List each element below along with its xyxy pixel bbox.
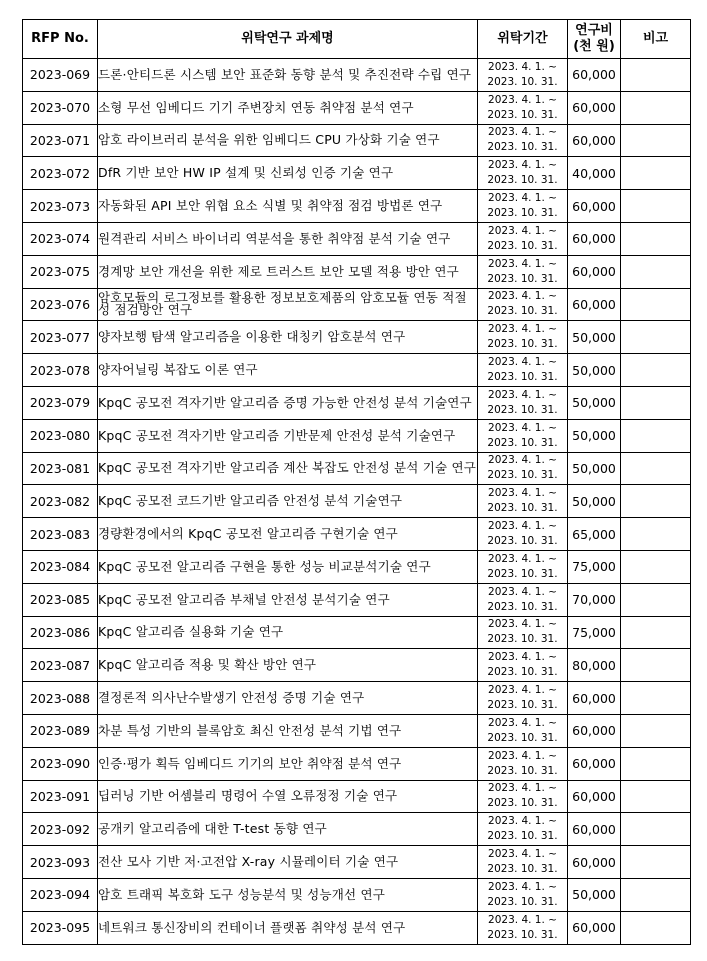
rfp-number: 2023-071 <box>23 124 98 157</box>
note-cell <box>621 747 691 780</box>
period-start: 2023. 4. 1. ~ <box>488 848 557 861</box>
note-cell <box>621 714 691 747</box>
period-start: 2023. 4. 1. ~ <box>488 224 557 237</box>
rfp-number: 2023-092 <box>23 813 98 846</box>
period-end: 2023. 10. 31. <box>487 141 558 154</box>
table-row <box>23 452 691 485</box>
contract-period <box>478 550 568 583</box>
contract-period <box>478 386 568 419</box>
project-title: DfR 기반 보안 HW IP 설계 및 신뢰성 인증 기술 연구 <box>98 157 478 190</box>
period-end: 2023. 10. 31. <box>487 338 558 351</box>
project-title: 암호 라이브러리 분석을 위한 임베디드 CPU 가상화 기술 연구 <box>98 124 478 157</box>
project-title: KpqC 공모전 알고리즘 구현을 통한 성능 비교분석기술 연구 <box>98 550 478 583</box>
period-start: 2023. 4. 1. ~ <box>488 749 557 762</box>
contract-period <box>478 649 568 682</box>
table-row <box>23 911 691 944</box>
note-cell <box>621 550 691 583</box>
table-row <box>23 59 691 92</box>
period-start: 2023. 4. 1. ~ <box>488 880 557 893</box>
table-row <box>23 518 691 551</box>
note-cell <box>621 190 691 223</box>
note-cell <box>621 59 691 92</box>
header-cost-line2: (천 원) <box>573 39 615 54</box>
note-cell <box>621 222 691 255</box>
contract-period <box>478 419 568 452</box>
period-end: 2023. 10. 31. <box>487 928 558 941</box>
table-row <box>23 846 691 879</box>
period-end: 2023. 10. 31. <box>487 239 558 252</box>
period-end: 2023. 10. 31. <box>487 666 558 679</box>
period-end: 2023. 10. 31. <box>487 272 558 285</box>
rfp-number: 2023-086 <box>23 616 98 649</box>
note-cell <box>621 649 691 682</box>
rfp-number: 2023-074 <box>23 222 98 255</box>
period-end: 2023. 10. 31. <box>487 436 558 449</box>
contract-period <box>478 354 568 387</box>
research-cost: 60,000 <box>568 59 621 92</box>
project-title: KpqC 알고리즘 적용 및 확산 방안 연구 <box>98 649 478 682</box>
period-start: 2023. 4. 1. ~ <box>488 651 557 664</box>
period-end: 2023. 10. 31. <box>487 108 558 121</box>
period-end: 2023. 10. 31. <box>487 305 558 318</box>
note-cell <box>621 419 691 452</box>
rfp-number: 2023-084 <box>23 550 98 583</box>
rfp-number: 2023-078 <box>23 354 98 387</box>
research-cost: 60,000 <box>568 222 621 255</box>
note-cell <box>621 321 691 354</box>
rfp-number: 2023-095 <box>23 911 98 944</box>
period-start: 2023. 4. 1. ~ <box>488 257 557 270</box>
note-cell <box>621 518 691 551</box>
note-cell <box>621 386 691 419</box>
table-row <box>23 288 691 321</box>
research-cost: 60,000 <box>568 911 621 944</box>
table-row <box>23 386 691 419</box>
research-cost: 60,000 <box>568 124 621 157</box>
contract-period <box>478 321 568 354</box>
research-cost: 65,000 <box>568 518 621 551</box>
contract-period <box>478 485 568 518</box>
project-title: 전산 모사 기반 저·고전압 X-ray 시뮬레이터 기술 연구 <box>98 846 478 879</box>
table-row <box>23 649 691 682</box>
note-cell <box>621 157 691 190</box>
contract-period <box>478 157 568 190</box>
project-title: 경량환경에서의 KpqC 공모전 알고리즘 구현기술 연구 <box>98 518 478 551</box>
note-cell <box>621 682 691 715</box>
note-cell <box>621 91 691 124</box>
period-start: 2023. 4. 1. ~ <box>488 421 557 434</box>
period-end: 2023. 10. 31. <box>487 731 558 744</box>
rfp-number: 2023-077 <box>23 321 98 354</box>
contract-period <box>478 222 568 255</box>
header-cost <box>568 20 621 59</box>
contract-period <box>478 91 568 124</box>
research-cost: 50,000 <box>568 321 621 354</box>
contract-period <box>478 518 568 551</box>
note-cell <box>621 452 691 485</box>
period-start: 2023. 4. 1. ~ <box>488 93 557 106</box>
rfp-number: 2023-089 <box>23 714 98 747</box>
project-title: 네트워크 통신장비의 컨테이너 플랫폼 취약성 분석 연구 <box>98 911 478 944</box>
period-start: 2023. 4. 1. ~ <box>488 290 557 303</box>
note-cell <box>621 878 691 911</box>
header-row <box>23 20 691 59</box>
header-note: 비고 <box>621 20 691 59</box>
research-cost: 60,000 <box>568 190 621 223</box>
header-cost-line1: 연구비 <box>575 23 613 38</box>
research-cost: 75,000 <box>568 550 621 583</box>
contract-period <box>478 288 568 321</box>
research-cost: 50,000 <box>568 485 621 518</box>
period-start: 2023. 4. 1. ~ <box>488 716 557 729</box>
research-cost: 80,000 <box>568 649 621 682</box>
table-row <box>23 583 691 616</box>
period-end: 2023. 10. 31. <box>487 895 558 908</box>
project-title: KpqC 공모전 격자기반 알고리즘 증명 가능한 안전성 분석 기술연구 <box>98 386 478 419</box>
period-start: 2023. 4. 1. ~ <box>488 60 557 73</box>
period-end: 2023. 10. 31. <box>487 502 558 515</box>
period-start: 2023. 4. 1. ~ <box>488 552 557 565</box>
rfp-number: 2023-070 <box>23 91 98 124</box>
period-start: 2023. 4. 1. ~ <box>488 323 557 336</box>
research-cost: 60,000 <box>568 846 621 879</box>
table-row <box>23 255 691 288</box>
table-row <box>23 354 691 387</box>
research-cost: 50,000 <box>568 878 621 911</box>
project-title: 양자어닐링 복잡도 이론 연구 <box>98 354 478 387</box>
project-title: 드론·안티드론 시스템 보안 표준화 동향 분석 및 추진전략 수립 연구 <box>98 59 478 92</box>
period-start: 2023. 4. 1. ~ <box>488 684 557 697</box>
project-title: 자동화된 API 보안 위협 요소 식별 및 취약점 점검 방법론 연구 <box>98 190 478 223</box>
period-end: 2023. 10. 31. <box>487 764 558 777</box>
rfp-number: 2023-072 <box>23 157 98 190</box>
table-body <box>23 59 691 945</box>
rfp-number: 2023-082 <box>23 485 98 518</box>
project-title: KpqC 공모전 격자기반 알고리즘 계산 복잡도 안전성 분석 기술 연구 <box>98 452 478 485</box>
contract-period <box>478 124 568 157</box>
rfp-number: 2023-079 <box>23 386 98 419</box>
period-start: 2023. 4. 1. ~ <box>488 913 557 926</box>
period-end: 2023. 10. 31. <box>487 75 558 88</box>
table-row <box>23 321 691 354</box>
note-cell <box>621 813 691 846</box>
header-period: 위탁기간 <box>478 20 568 59</box>
contract-period <box>478 714 568 747</box>
contract-period <box>478 452 568 485</box>
note-cell <box>621 583 691 616</box>
period-start: 2023. 4. 1. ~ <box>488 126 557 139</box>
contract-period <box>478 190 568 223</box>
note-cell <box>621 911 691 944</box>
table-row <box>23 682 691 715</box>
contract-period <box>478 747 568 780</box>
contract-period <box>478 780 568 813</box>
contract-period <box>478 813 568 846</box>
research-cost: 60,000 <box>568 780 621 813</box>
rfp-table <box>22 19 691 945</box>
header-title: 위탁연구 과제명 <box>98 20 478 59</box>
period-start: 2023. 4. 1. ~ <box>488 356 557 369</box>
period-start: 2023. 4. 1. ~ <box>488 487 557 500</box>
period-end: 2023. 10. 31. <box>487 600 558 613</box>
contract-period <box>478 583 568 616</box>
period-end: 2023. 10. 31. <box>487 699 558 712</box>
period-end: 2023. 10. 31. <box>487 567 558 580</box>
rfp-number: 2023-085 <box>23 583 98 616</box>
header-rfp-no: RFP No. <box>23 20 98 59</box>
project-title: 암호 트래픽 복호화 도구 성능분석 및 성능개선 연구 <box>98 878 478 911</box>
rfp-number: 2023-069 <box>23 59 98 92</box>
project-title: 인증·평가 획득 임베디드 기기의 보안 취약점 분석 연구 <box>98 747 478 780</box>
period-start: 2023. 4. 1. ~ <box>488 520 557 533</box>
project-title: KpqC 공모전 알고리즘 부채널 안전성 분석기술 연구 <box>98 583 478 616</box>
table-row <box>23 747 691 780</box>
project-title: 딥러닝 기반 어셈블리 명령어 수열 오류정정 기술 연구 <box>98 780 478 813</box>
table-row <box>23 813 691 846</box>
rfp-number: 2023-088 <box>23 682 98 715</box>
note-cell <box>621 616 691 649</box>
research-cost: 60,000 <box>568 91 621 124</box>
table-row <box>23 124 691 157</box>
project-title: 경계망 보안 개선을 위한 제로 트러스트 보안 모델 적용 방안 연구 <box>98 255 478 288</box>
period-end: 2023. 10. 31. <box>487 535 558 548</box>
period-end: 2023. 10. 31. <box>487 830 558 843</box>
table-row <box>23 616 691 649</box>
period-end: 2023. 10. 31. <box>487 207 558 220</box>
research-cost: 60,000 <box>568 714 621 747</box>
rfp-number: 2023-087 <box>23 649 98 682</box>
rfp-number: 2023-083 <box>23 518 98 551</box>
rfp-number: 2023-080 <box>23 419 98 452</box>
period-end: 2023. 10. 31. <box>487 174 558 187</box>
period-end: 2023. 10. 31. <box>487 469 558 482</box>
period-end: 2023. 10. 31. <box>487 403 558 416</box>
contract-period <box>478 878 568 911</box>
rfp-number: 2023-091 <box>23 780 98 813</box>
contract-period <box>478 846 568 879</box>
project-title: 차분 특성 기반의 블록암호 최신 안전성 분석 기법 연구 <box>98 714 478 747</box>
table-row <box>23 485 691 518</box>
rfp-number: 2023-094 <box>23 878 98 911</box>
project-title: 결정론적 의사난수발생기 안전성 증명 기술 연구 <box>98 682 478 715</box>
period-start: 2023. 4. 1. ~ <box>488 782 557 795</box>
period-start: 2023. 4. 1. ~ <box>488 815 557 828</box>
contract-period <box>478 682 568 715</box>
research-cost: 60,000 <box>568 682 621 715</box>
research-cost: 60,000 <box>568 747 621 780</box>
research-cost: 50,000 <box>568 419 621 452</box>
period-start: 2023. 4. 1. ~ <box>488 454 557 467</box>
table-row <box>23 91 691 124</box>
table-row <box>23 419 691 452</box>
research-cost: 70,000 <box>568 583 621 616</box>
period-end: 2023. 10. 31. <box>487 797 558 810</box>
rfp-number: 2023-090 <box>23 747 98 780</box>
project-title: KpqC 공모전 격자기반 알고리즘 기반문제 안전성 분석 기술연구 <box>98 419 478 452</box>
rfp-number: 2023-073 <box>23 190 98 223</box>
period-start: 2023. 4. 1. ~ <box>488 388 557 401</box>
contract-period <box>478 616 568 649</box>
rfp-number: 2023-075 <box>23 255 98 288</box>
research-cost: 50,000 <box>568 452 621 485</box>
period-end: 2023. 10. 31. <box>487 863 558 876</box>
period-start: 2023. 4. 1. ~ <box>488 618 557 631</box>
project-title: 원격관리 서비스 바이너리 역분석을 통한 취약점 분석 기술 연구 <box>98 222 478 255</box>
research-cost: 60,000 <box>568 255 621 288</box>
research-cost: 60,000 <box>568 288 621 321</box>
project-title: 암호모듈의 로그정보를 활용한 정보보호제품의 암호모듈 연동 적절성 점검방안 연구 <box>98 288 478 321</box>
table-row <box>23 550 691 583</box>
contract-period <box>478 59 568 92</box>
note-cell <box>621 354 691 387</box>
contract-period <box>478 255 568 288</box>
table-row <box>23 222 691 255</box>
rfp-number: 2023-093 <box>23 846 98 879</box>
research-cost: 50,000 <box>568 354 621 387</box>
table-row <box>23 190 691 223</box>
research-cost: 50,000 <box>568 386 621 419</box>
rfp-number: 2023-076 <box>23 288 98 321</box>
project-title: 공개키 알고리즘에 대한 T-test 동향 연구 <box>98 813 478 846</box>
rfp-number: 2023-081 <box>23 452 98 485</box>
note-cell <box>621 255 691 288</box>
project-title: 양자보행 탐색 알고리즘을 이용한 대칭키 암호분석 연구 <box>98 321 478 354</box>
note-cell <box>621 780 691 813</box>
table-row <box>23 878 691 911</box>
project-title: 소형 무선 임베디드 기기 주변장치 연동 취약점 분석 연구 <box>98 91 478 124</box>
table-row <box>23 714 691 747</box>
note-cell <box>621 124 691 157</box>
table-row <box>23 780 691 813</box>
table-row <box>23 157 691 190</box>
note-cell <box>621 846 691 879</box>
project-title: KpqC 알고리즘 실용화 기술 연구 <box>98 616 478 649</box>
period-start: 2023. 4. 1. ~ <box>488 585 557 598</box>
contract-period <box>478 911 568 944</box>
period-start: 2023. 4. 1. ~ <box>488 192 557 205</box>
note-cell <box>621 485 691 518</box>
period-end: 2023. 10. 31. <box>487 633 558 646</box>
project-title: KpqC 공모전 코드기반 알고리즘 안전성 분석 기술연구 <box>98 485 478 518</box>
period-start: 2023. 4. 1. ~ <box>488 159 557 172</box>
research-cost: 40,000 <box>568 157 621 190</box>
research-cost: 60,000 <box>568 813 621 846</box>
period-end: 2023. 10. 31. <box>487 371 558 384</box>
note-cell <box>621 288 691 321</box>
research-cost: 75,000 <box>568 616 621 649</box>
table-header <box>23 20 691 59</box>
